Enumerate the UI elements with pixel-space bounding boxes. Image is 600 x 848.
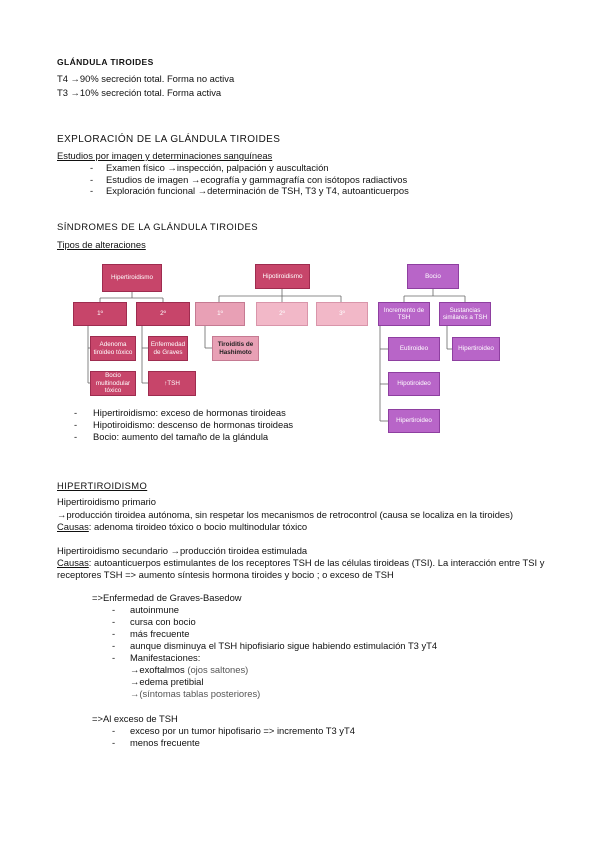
diagram-hashimoto: Tiroiditis de Hashimoto [212, 336, 259, 361]
diagram-graves: Enfermedad de Graves [148, 336, 188, 361]
causas-label: Causas [57, 521, 89, 532]
graves-title: =>Enfermedad de Graves-Basedow [92, 592, 242, 603]
graves-item: autoinmune [130, 604, 179, 615]
sindrome-item: Hipertiroidismo: exceso de hormonas tiroideas [93, 407, 286, 418]
secundario-causas-line [57, 557, 544, 568]
bullet-dash: - [90, 185, 94, 196]
exploracion-heading: EXPLORACIÓN DE LA GLÁNDULA TIROIDES [57, 134, 281, 145]
diagram-hipertiroideo-sust: Hipertiroideo [452, 337, 500, 361]
bullet-dash: - [112, 604, 116, 615]
primario-desc: →producción tiroidea autónoma, sin respetar los mecanismos de retrocontrol (causa se localiza en la tiroides) [57, 509, 513, 520]
graves-item: cursa con bocio [130, 616, 196, 627]
diagram-hipotiroidismo: Hipotiroidismo [255, 264, 310, 289]
bullet-dash: - [112, 737, 116, 748]
exploracion-subheading: Estudios por imagen y determinaciones sanguíneas [57, 150, 273, 161]
bullet-dash: - [112, 616, 116, 627]
exceso-item: menos frecuente [130, 737, 200, 748]
graves-item: Manifestaciones: [130, 652, 201, 663]
graves-item: más frecuente [130, 628, 190, 639]
diagram-adenoma: Adenoma tiroideo tóxico [90, 336, 136, 361]
t3-line: T3 →10% secreción total. Forma activa [57, 87, 222, 98]
manifestacion-item: →exoftalmos [130, 664, 185, 675]
secundario-title: Hipertiroidismo secundario →producción tiroidea estimulada [57, 545, 308, 556]
graves-item: aunque disminuya el TSH hipofisiario sigue habiendo estimulación T3 yT4 [130, 640, 438, 651]
diagram-hipo-secundario: 2º [256, 302, 308, 326]
secundario-causas: : autoanticuerpos estimulantes de los receptores TSH de las células tiroideas (TSI). La interacción entre TSI y [88, 557, 545, 568]
diagram-incremento-tsh: Incremento de TSH [378, 302, 430, 326]
exoftalmos-note: (ojos saltones) [184, 664, 249, 675]
exploracion-item: Exploración funcional →determinación de TSH, T3 y T4, autoanticuerpos [106, 185, 409, 196]
diagram-bocio-multinodular: Bocio multinodular tóxico [90, 371, 136, 396]
bullet-dash: - [112, 652, 116, 663]
sindrome-item: Bocio: aumento del tamaño de la glándula [93, 431, 269, 442]
sindromes-heading: SÍNDROMES DE LA GLÁNDULA TIROIDES [57, 222, 258, 233]
diagram-hipertiroideo: Hipertiroideo [388, 409, 440, 433]
diagram-hiper-primario: 1º [73, 302, 127, 326]
manifestacion-item: →(síntomas tablas posteriores) [130, 688, 261, 699]
diagram-bocio: Bocio [407, 264, 459, 289]
primario-title: Hipertiroidismo primario [57, 496, 156, 507]
bullet-dash: - [74, 431, 78, 442]
manifestacion-item: →edema pretibial [130, 676, 204, 687]
primario-causas-line [57, 521, 307, 532]
exceso-item: exceso por un tumor hipofisario => incremento T3 yT4 [130, 725, 355, 736]
manifestacion-line [130, 664, 248, 675]
exploracion-item: Estudios de imagen →ecografía y gammagrafía con isótopos radiactivos [106, 174, 408, 185]
bullet-dash: - [90, 174, 94, 185]
bullet-dash: - [90, 162, 94, 173]
diagram-eutiroideo: Eutiroideo [388, 337, 440, 361]
bullet-dash: - [112, 725, 116, 736]
sindrome-item: Hipotiroidismo: descenso de hormonas tiroideas [93, 419, 294, 430]
diagram-hiper-secundario: 2º [136, 302, 190, 326]
secundario-causas-cont: receptores TSH => aumento síntesis hormona tiroides y bocio ; o exceso de TSH [57, 569, 394, 580]
exploracion-item: Examen físico →inspección, palpación y auscultación [106, 162, 329, 173]
t4-line: T4 →90% secreción total. Forma no activa [57, 73, 235, 84]
diagram-hipotiroideo: Hipotiroideo [388, 372, 440, 396]
bullet-dash: - [74, 419, 78, 430]
diagram-hipo-primario: 1º [195, 302, 245, 326]
hipertiroidismo-heading: HIPERTIROIDISMO [57, 480, 148, 491]
bullet-dash: - [112, 640, 116, 651]
diagram-sustancias-tsh: Sustancias similares a TSH [439, 302, 491, 326]
primario-causas: : adenoma tiroideo tóxico o bocio multinodular tóxico [88, 521, 308, 532]
diagram-hipertiroidismo: Hipertiroidismo [102, 264, 162, 292]
diagram-tsh-up: ↑TSH [148, 371, 196, 396]
sindromes-subheading: Tipos de alteraciones [57, 239, 146, 250]
causas-label: Causas [57, 557, 89, 568]
page-title: GLÁNDULA TIROIDES [57, 57, 154, 67]
bullet-dash: - [74, 407, 78, 418]
bullet-dash: - [112, 628, 116, 639]
exceso-title: =>Al exceso de TSH [92, 713, 178, 724]
diagram-hipo-terciario: 3º [316, 302, 368, 326]
